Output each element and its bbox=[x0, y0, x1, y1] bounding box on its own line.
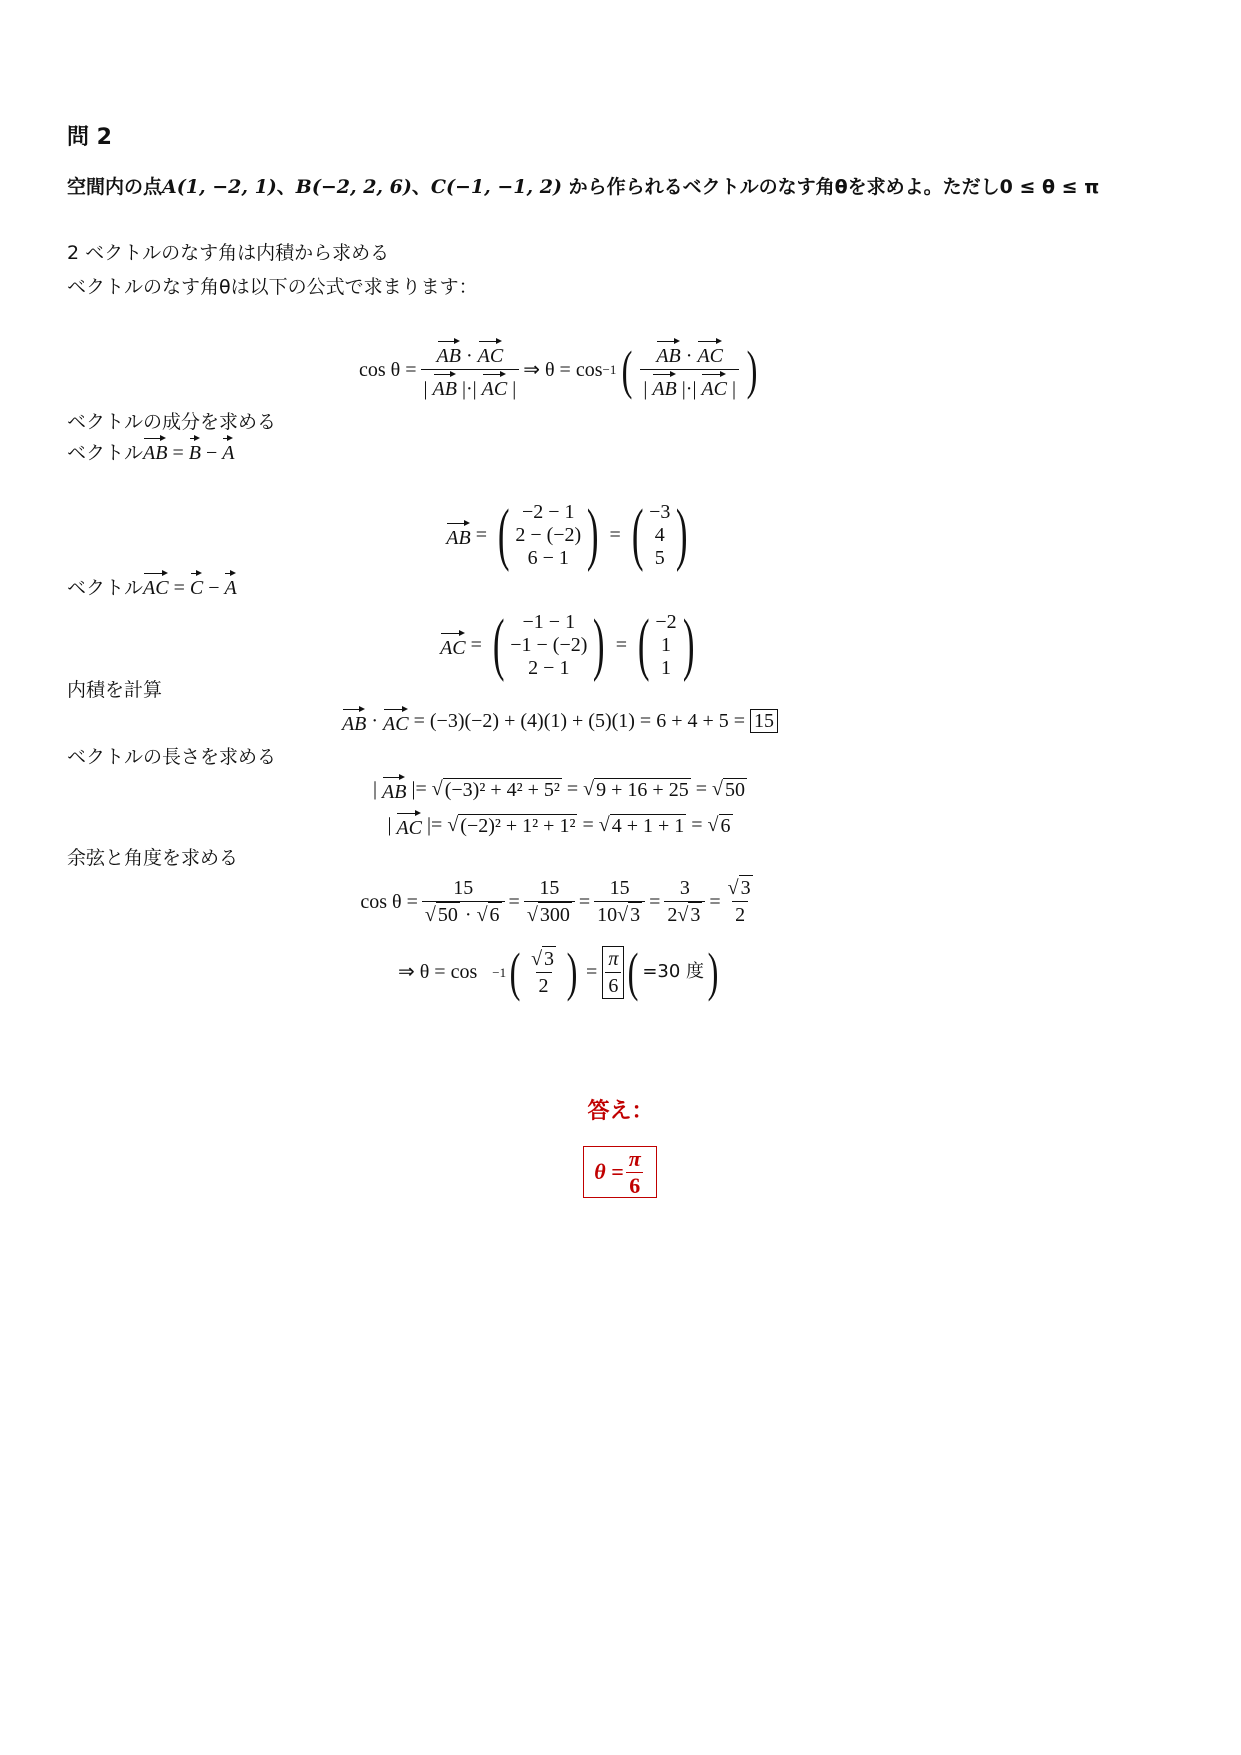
ab-sqrt-inner: (−3)² + 4² + 5² bbox=[444, 779, 560, 801]
point-a: A(1, −2, 1) bbox=[162, 176, 277, 198]
denominator-part: 3 bbox=[630, 904, 641, 926]
cell: 1 bbox=[660, 633, 671, 656]
denominator-part: 300 bbox=[539, 904, 570, 926]
cell: −1 − (−2) bbox=[510, 633, 588, 656]
ac-definition: ベクトルAC = C − A bbox=[67, 572, 237, 600]
ac-length-equation: | AC |= √ (−2)² + 1² + 1² = √ 4 + 1 + 1 = √ 6 bbox=[387, 814, 731, 839]
intro-line-1: 2 ベクトルのなす角は内積から求める bbox=[67, 242, 390, 264]
degree-value: =30 度 bbox=[642, 961, 705, 982]
formula-fraction-inner: $\frac{AB \cdot AC}{| AB |\cdot| AC |}$ bbox=[640, 340, 739, 399]
cell: −3 bbox=[649, 500, 671, 523]
point-c: C(−1, −1, 2) bbox=[430, 176, 562, 198]
separator: 、 bbox=[411, 176, 431, 198]
numerator: 15 bbox=[453, 877, 474, 899]
denominator-part: 2 bbox=[732, 901, 748, 925]
denominator-part: 2 bbox=[667, 904, 678, 926]
norm-product: |·| bbox=[461, 378, 477, 400]
denominator-part: 6 bbox=[489, 904, 500, 926]
numerator: 15 bbox=[539, 877, 560, 899]
angle-formula: cos θ = $\frac{AB \cdot AC}{| AB |\cdot| AC |}$ ⇒ θ = cos −1 ( $\frac{AB \cdot AC}{| AB |\cdot| AC |}$ ) bbox=[358, 339, 758, 400]
cosine-equation: cos θ = $\frac{15}{√ 50 \cdot √ 6}$ = $\frac{15}{√ 300}$ = $\frac{15}{10√ 3}$ = $\frac{3}{2√ 3}$ = $\frac{√ 3}{2}$ bbox=[360, 877, 751, 926]
ac-left-column bbox=[510, 611, 587, 680]
cell: 6 − 1 bbox=[527, 546, 569, 569]
answer-numerator: π bbox=[608, 947, 619, 970]
dot-symbol: · bbox=[685, 345, 693, 367]
ac-length-result: 6 bbox=[720, 815, 731, 837]
answer-denominator: 6 bbox=[605, 972, 621, 996]
formula-fraction: $\frac{AB \cdot AC}{| AB |\cdot| AC |}$ bbox=[421, 340, 520, 399]
cell: 2 − (−2) bbox=[515, 523, 582, 546]
cos-theta-label: cos θ = bbox=[358, 358, 417, 381]
intro-line-2: ベクトルのなす角θは以下の公式で求まります： bbox=[67, 276, 478, 298]
problem-suffix: から作られるベクトルのなす角θを求めよ。ただし0 ≤ θ ≤ π bbox=[561, 176, 1100, 198]
problem-prefix: 空間内の点 bbox=[67, 176, 163, 198]
theta-equation: ⇒ θ = cos −1 ( $\frac{√ 3}{2}$ ) = $\frac{\pi}{6}$ ( =30 度 ) bbox=[397, 942, 719, 1002]
cosine-heading: 余弦と角度を求める bbox=[67, 847, 239, 869]
ab-sqrt-mid: 9 + 16 + 25 bbox=[596, 779, 689, 801]
dot-product-heading: 内積を計算 bbox=[67, 679, 163, 701]
answer-label: 答え： bbox=[587, 1099, 654, 1124]
numerator: 3 bbox=[544, 947, 555, 970]
problem-number: 問 2 bbox=[67, 125, 112, 150]
dot-product-expression: = (−3)(−2) + (4)(1) + (5)(1) = 6 + 4 + 5 = bbox=[413, 710, 746, 732]
dot-symbol: · bbox=[371, 710, 379, 732]
separator: 、 bbox=[276, 176, 296, 198]
denominator-part: 3 bbox=[690, 904, 701, 926]
vector-label: ベクトル bbox=[67, 442, 144, 464]
implies-theta: ⇒ θ = cos bbox=[523, 358, 603, 381]
ab-definition: ベクトルAB = B − A bbox=[67, 437, 234, 465]
cell: −2 − 1 bbox=[521, 500, 575, 523]
answer-lhs: θ = bbox=[594, 1159, 624, 1184]
cell: 2 − 1 bbox=[528, 656, 570, 679]
dot-product-equation: AB · AC = (−3)(−2) + (4)(1) + (5)(1) = 6 + 4 + 5 = 15 bbox=[300, 708, 820, 734]
cell: 1 bbox=[660, 656, 671, 679]
problem-statement bbox=[67, 172, 1099, 199]
vector-label: ベクトル bbox=[67, 577, 144, 599]
length-heading: ベクトルの長さを求める bbox=[67, 746, 277, 768]
numerator: 3 bbox=[679, 877, 690, 899]
numerator: 3 bbox=[740, 877, 751, 899]
ab-left-column bbox=[515, 501, 581, 570]
cell: −2 bbox=[655, 610, 677, 633]
ab-matrix-equation: AB = ( −2 − 1 2 − (−2) 6 − 1 ) = ( −3 4 5 ) bbox=[446, 496, 688, 573]
cell: 5 bbox=[654, 546, 665, 569]
answer-box bbox=[583, 1146, 657, 1198]
denominator-part: 50 bbox=[437, 904, 458, 926]
ac-matrix-equation: AC = ( −1 − 1 −1 − (−2) 2 − 1 ) = ( −2 1 1 ) bbox=[440, 606, 695, 683]
dot-symbol: · bbox=[465, 345, 473, 367]
denominator-part: 2 bbox=[536, 972, 552, 996]
norm-product: |·| bbox=[681, 378, 697, 400]
ac-right-column bbox=[655, 611, 676, 680]
dot-product-result: 15 bbox=[750, 709, 778, 733]
inverse-exponent: −1 bbox=[602, 362, 617, 377]
ac-sqrt-mid: 4 + 1 + 1 bbox=[611, 815, 685, 837]
ab-length-equation: | AB |= √ (−3)² + 4² + 5² = √ 9 + 16 + 25 = √ 50 bbox=[373, 778, 745, 803]
inverse-exponent: −1 bbox=[492, 964, 507, 980]
answer-numerator: π bbox=[628, 1145, 641, 1171]
ac-sqrt-inner: (−2)² + 1² + 1² bbox=[460, 815, 576, 837]
denominator-part: 10 bbox=[597, 904, 618, 926]
implies-theta: ⇒ θ = cos bbox=[397, 961, 478, 983]
cos-theta-label: cos θ = bbox=[360, 890, 418, 913]
numerator: 15 bbox=[609, 877, 630, 899]
components-heading: ベクトルの成分を求める bbox=[67, 411, 277, 433]
answer-denominator: 6 bbox=[626, 1172, 643, 1197]
point-b: B(−2, 2, 6) bbox=[295, 176, 412, 198]
ab-right-column bbox=[649, 501, 670, 570]
cell: −1 − 1 bbox=[522, 610, 576, 633]
cell: 4 bbox=[654, 523, 665, 546]
ab-length-result: 50 bbox=[724, 779, 745, 801]
